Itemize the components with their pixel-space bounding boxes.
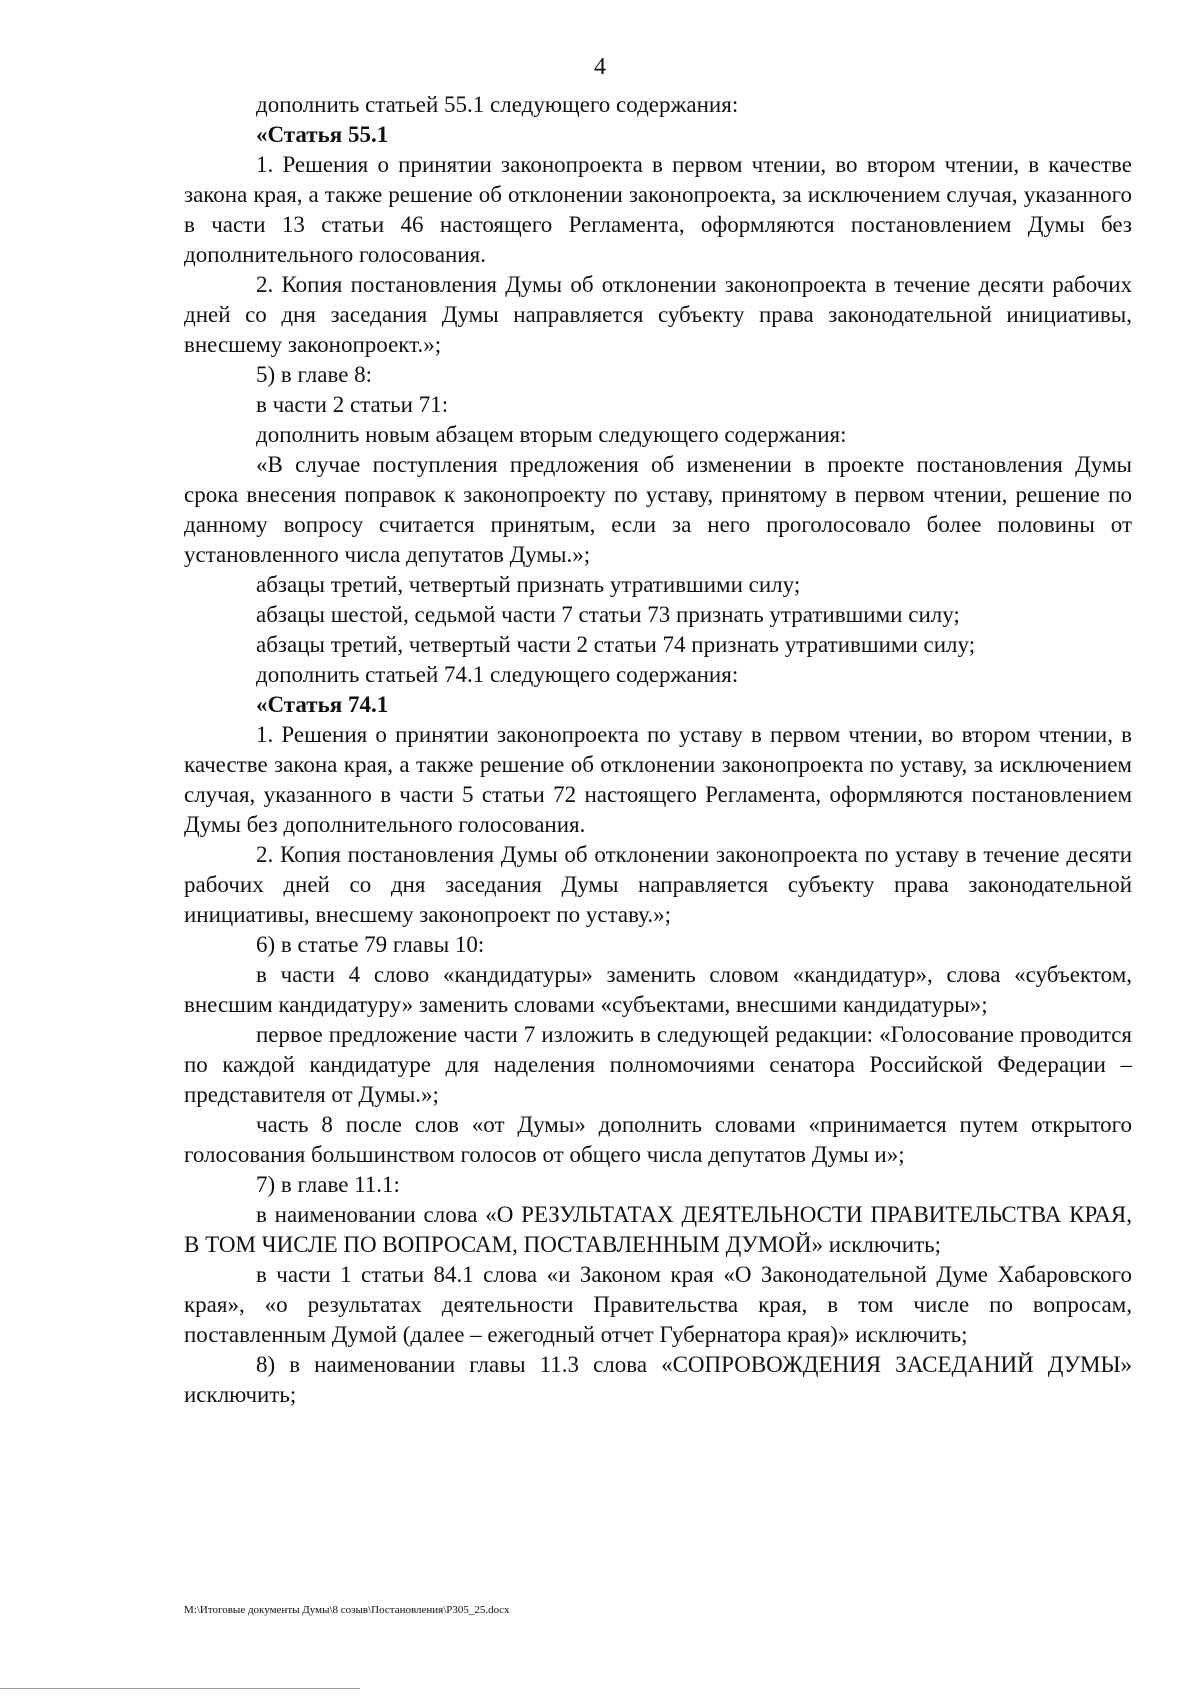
paragraph-7: «В случае поступления предложения об изменении в проекте постановления Думы срока внесения поправок к законопроекту по уставу, принятому в первом чтении, решение по данному вопросу считается принятым, если за него проголосовало более половины от установленного числа депутатов Думы.»; [184, 452, 1132, 567]
paragraph-14: 2. Копия постановления Думы об отклонении законопроекта по уставу в течение десяти рабочих дней со дня заседания Думы направляется субъекту права законодательной инициативы, внесшему законопроект по уставу.»; [184, 842, 1132, 927]
paragraph-17: первое предложение части 7 изложить в следующей редакции: «Голосование проводится по каждой кандидатуре для наделения полномочиями сенатора Российской Федерации – представителя от Думы.»; [184, 1022, 1132, 1107]
paragraph-18: часть 8 после слов «от Думы» дополнить словами «принимается путем открытого голосования большинством голосов от общего числа депутатов Думы и»; [184, 1112, 1132, 1167]
paragraph-13: 1. Решения о принятии законопроекта по уставу в первом чтении, во втором чтении, в качестве закона края, а также решение об отклонении законопроекта по уставу, за исключением случая, указанного в части 5 статьи 72 настоящего Регламента, оформляются постановлением Думы без дополнительного голосования. [184, 722, 1132, 837]
paragraph-2: 1. Решения о принятии законопроекта в первом чтении, во втором чтении, в качестве закона края, а также решение об отклонении законопроекта, за исключением случая, указанного в части 13 статьи 46 настоящего Регламента, оформляются постановлением Думы без дополнительного голосования. [184, 152, 1132, 267]
footer-file-path: M:\Итоговые документы Думы\8 созыв\Постановления\Р305_25.docx [184, 1604, 510, 1616]
paragraph-19: 7) в главе 11.1: [256, 1172, 400, 1197]
paragraph-5: в части 2 статьи 71: [256, 392, 449, 417]
paragraph-4: 5) в главе 8: [256, 362, 373, 387]
paragraph-10: абзацы третий, четвертый части 2 статьи 74 признать утратившими силу; [256, 632, 976, 657]
article-heading-55-1: «Статья 55.1 [256, 122, 389, 147]
paragraph-21: в части 1 статьи 84.1 слова «и Законом края «О Законодательной Думе Хабаровского края», «о результатах деятельности Правительства края, в том числе по вопросам, поставленным Думой (далее – ежегодный отчет Губернатора края)» исключить; [184, 1262, 1132, 1347]
paragraph-16: в части 4 слово «кандидатуры» заменить словом «кандидатур», слова «субъектом, внесшим кандидатуру» заменить словами «субъектами, внесшими кандидатуры»; [184, 962, 1132, 1017]
paragraph-15: 6) в статье 79 главы 10: [256, 932, 485, 957]
document-body [184, 90, 1132, 1410]
paragraph-22: 8) в наименовании главы 11.3 слова «СОПРОВОЖДЕНИЯ ЗАСЕДАНИЙ ДУМЫ» исключить; [184, 1352, 1132, 1407]
paragraph-20: в наименовании слова «О РЕЗУЛЬТАТАХ ДЕЯТЕЛЬНОСТИ ПРАВИТЕЛЬСТВА КРАЯ, В ТОМ ЧИСЛЕ ПО ВОПРОСАМ, ПОСТАВЛЕННЫМ ДУМОЙ» исключить; [184, 1202, 1132, 1257]
paragraph-11: дополнить статьей 74.1 следующего содержания: [256, 662, 739, 687]
paragraph-3: 2. Копия постановления Думы об отклонении законопроекта в течение десяти рабочих дней со дня заседания Думы направляется субъекту права законодательной инициативы, внесшему законопроект.»; [184, 272, 1132, 357]
paragraph-0: дополнить статьей 55.1 следующего содержания: [256, 92, 739, 117]
bottom-divider [0, 1688, 360, 1689]
article-heading-74-1: «Статья 74.1 [256, 692, 389, 717]
paragraph-8: абзацы третий, четвертый признать утратившими силу; [256, 572, 801, 597]
page-number: 4 [594, 54, 606, 80]
paragraph-9: абзацы шестой, седьмой части 7 статьи 73 признать утратившими силу; [256, 602, 960, 627]
paragraph-6: дополнить новым абзацем вторым следующего содержания: [256, 422, 847, 447]
